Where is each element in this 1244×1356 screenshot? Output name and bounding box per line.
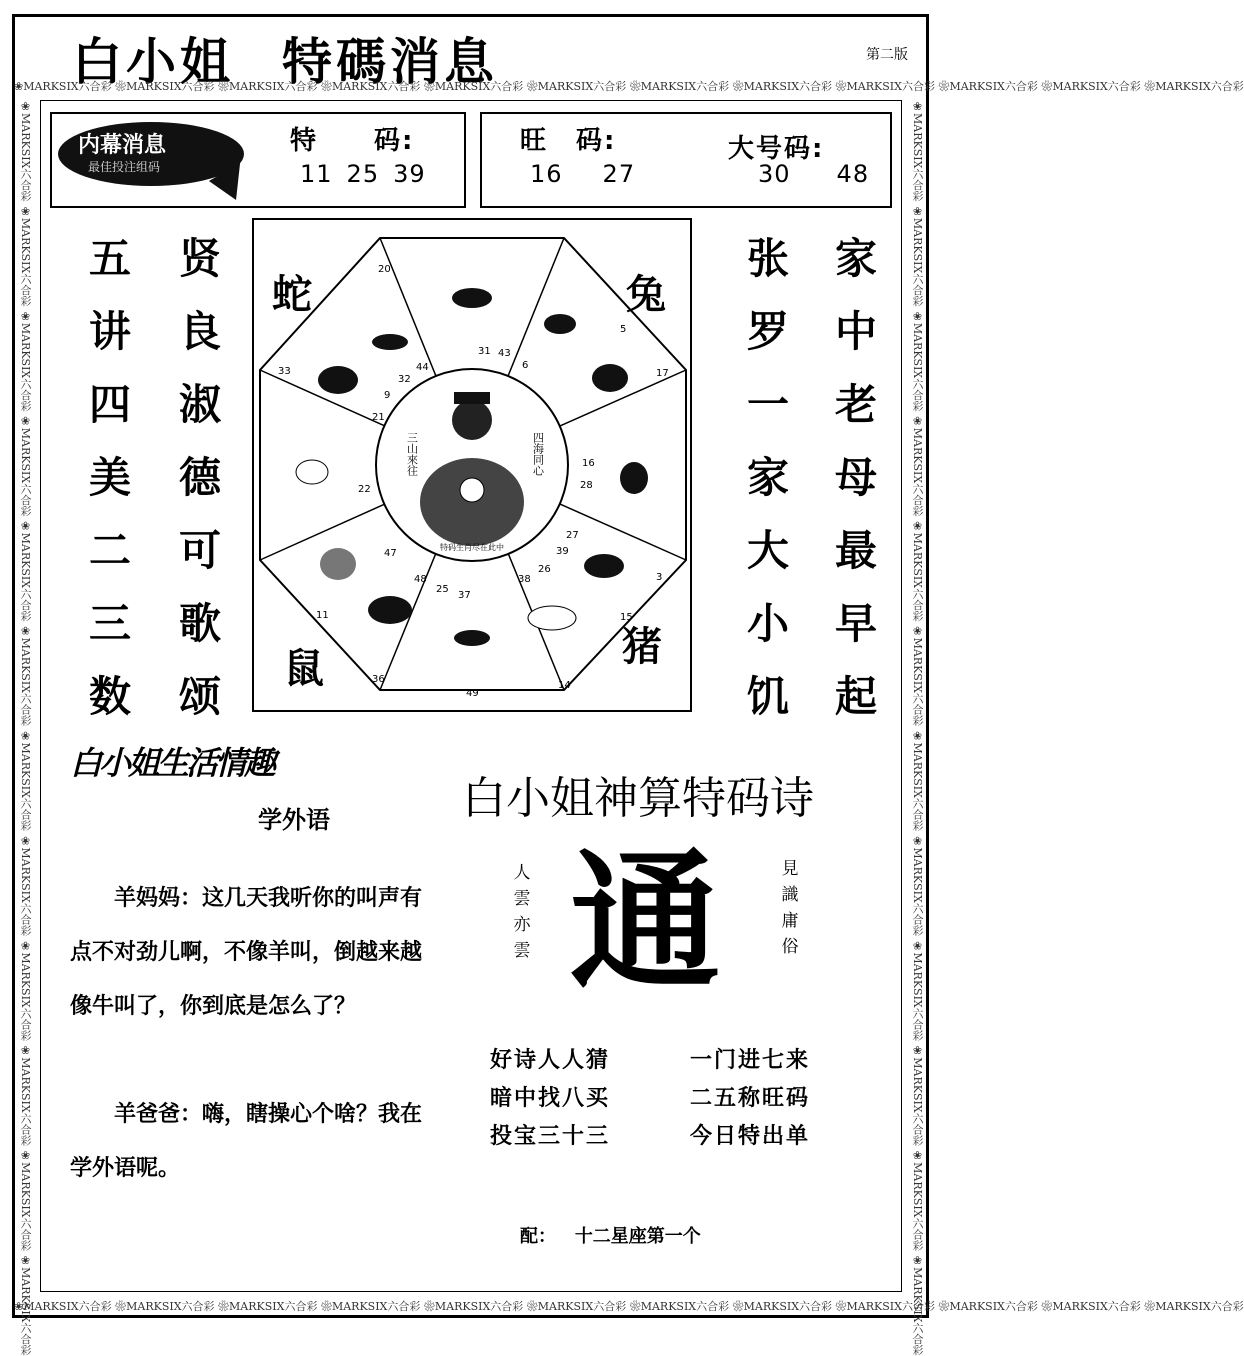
right-char: 中 <box>834 307 877 356</box>
special-number: 25 <box>346 160 380 188</box>
wheel-number: 14 <box>558 680 571 691</box>
horse-icon <box>452 288 492 308</box>
side-char: 人 <box>513 863 531 883</box>
watermark-strip-left <box>14 100 36 1356</box>
poem-line: 今日特出单 <box>690 1124 811 1149</box>
side-char: 識 <box>781 885 799 905</box>
insider-title: 内幕消息 <box>78 133 167 158</box>
right-char: 最 <box>834 526 877 575</box>
big-number-label: 大号码: <box>728 134 825 164</box>
rabbit-icon <box>296 460 328 484</box>
zodiac-wheel <box>254 220 690 710</box>
tiger-icon <box>320 548 356 580</box>
wheel-number: 47 <box>384 548 397 559</box>
poem-line: 一门进七来 <box>690 1048 811 1073</box>
title-left: 白小姐 <box>72 33 234 91</box>
right-char: 饥 <box>746 672 789 721</box>
right-char: 一 <box>746 380 789 429</box>
left-char: 四 <box>88 380 131 429</box>
right-column-2 <box>826 222 886 733</box>
story-paragraph-2: 羊爸爸：嗨，瞎操心个啥？我在学外语呢。 <box>70 1102 423 1181</box>
watermark-text: ❀MARKSIX六合彩 ❀MARKSIX六合彩 ❀MARKSIX六合彩 ❀MARKSIX六合彩 ❀MARKSIX六合彩 ❀MARKSIX六合彩 ❀MARKSIX六合彩 ❀MARKSIX六合彩 ❀MARKSIX六合彩 ❀MARKSIX六合彩 ❀MARKSIX六合彩 ❀MARKSIX六合彩 <box>911 100 924 1356</box>
insider-subtitle: 最佳投注组码 <box>88 160 161 174</box>
corner-char-rabbit: 兔 <box>626 272 666 318</box>
lucky-number: 27 <box>602 160 636 188</box>
left-char: 数 <box>88 672 131 721</box>
special-number: 11 <box>300 160 333 188</box>
right-char: 大 <box>746 526 789 575</box>
lucky-code-label: 旺 码: <box>520 126 617 156</box>
wheel-number: 11 <box>316 610 329 621</box>
wheel-number: 9 <box>384 390 391 401</box>
wheel-number: 38 <box>518 574 531 585</box>
wheel-number: 27 <box>566 530 579 541</box>
left-char: 讲 <box>88 307 131 356</box>
wheel-number: 48 <box>414 574 427 585</box>
dog-icon <box>584 554 624 578</box>
wheel-number: 31 <box>478 346 491 357</box>
right-char: 家 <box>746 453 789 502</box>
wheel-number: 17 <box>656 368 669 379</box>
poem-lines-left <box>490 1042 610 1156</box>
poem-big-char: 通 <box>570 834 721 1010</box>
watermark-strip-bottom <box>14 1298 1244 1316</box>
edition-label: 第二版 <box>866 47 908 63</box>
right-char: 母 <box>834 453 877 502</box>
wheel-number: 49 <box>466 688 479 699</box>
wheel-number: 43 <box>498 348 511 359</box>
left-char: 三 <box>88 599 131 648</box>
pig-icon <box>528 606 576 630</box>
wheel-center-left: 三山來往 <box>405 432 419 476</box>
sheep-icon <box>544 314 576 334</box>
left-column-2 <box>170 222 230 733</box>
wheel-number: 39 <box>556 546 569 557</box>
wheel-number: 20 <box>378 264 391 275</box>
corner-char-rat: 鼠 <box>284 646 324 692</box>
side-char: 庸 <box>781 911 799 931</box>
poem-line: 暗中找八买 <box>490 1086 611 1111</box>
wheel-number: 36 <box>372 674 385 685</box>
left-char: 五 <box>88 234 131 283</box>
right-char: 家 <box>834 234 877 283</box>
wheel-number: 32 <box>398 374 411 385</box>
right-char: 老 <box>834 380 877 429</box>
title-right: 特碼消息 <box>282 33 498 91</box>
story-paragraph-1: 羊妈妈：这几天我听你的叫声有点不对劲儿啊，不像羊叫，倒越来越像牛叫了，你到底是怎么了？ <box>70 886 423 1019</box>
left-char: 歌 <box>178 599 221 648</box>
poem-lines-right <box>690 1042 810 1156</box>
left-char: 德 <box>178 453 221 502</box>
zodiac-wheel-box <box>252 218 692 712</box>
left-char: 颂 <box>178 672 221 721</box>
special-code-label: 特 码: <box>290 126 415 156</box>
poem-side-left <box>510 860 534 964</box>
side-char: 雲 <box>513 941 531 961</box>
poem-title: 白小姐神算特码诗 <box>462 773 814 824</box>
left-char: 美 <box>88 453 131 502</box>
wheel-number: 3 <box>656 572 663 583</box>
watermark-strip-top <box>14 78 1244 96</box>
wheel-number: 33 <box>278 366 291 377</box>
watermark-strip-right <box>906 100 928 1356</box>
wheel-number: 21 <box>372 412 385 423</box>
special-code-numbers <box>300 160 440 188</box>
side-char: 俗 <box>781 937 799 957</box>
big-number-numbers <box>758 160 883 188</box>
side-char: 雲 <box>513 889 531 909</box>
poem-line: 投宝三十三 <box>490 1124 611 1149</box>
wheel-number: 26 <box>538 564 551 575</box>
wheel-number: 5 <box>620 324 627 335</box>
lucky-number: 16 <box>530 160 563 188</box>
right-char: 罗 <box>746 307 789 356</box>
rat-icon <box>454 630 490 646</box>
right-char: 早 <box>834 599 877 648</box>
big-number: 30 <box>758 160 791 188</box>
story-title: 学外语 <box>258 806 330 834</box>
dragon-icon <box>318 366 358 394</box>
right-column-1 <box>738 222 798 733</box>
wheel-center-right: 四海同心 <box>531 432 545 476</box>
special-number: 39 <box>393 160 426 188</box>
watermark-text: ❀MARKSIX六合彩 ❀MARKSIX六合彩 ❀MARKSIX六合彩 ❀MARKSIX六合彩 ❀MARKSIX六合彩 ❀MARKSIX六合彩 ❀MARKSIX六合彩 ❀MARKSIX六合彩 ❀MARKSIX六合彩 ❀MARKSIX六合彩 ❀MARKSIX六合彩 ❀MARKSIX六合彩 <box>14 80 1244 93</box>
monkey-icon <box>592 364 628 392</box>
left-char: 贤 <box>178 234 221 283</box>
wheel-number: 25 <box>436 584 449 595</box>
note-label: 配： <box>520 1226 556 1247</box>
note-text: 十二星座第一个 <box>574 1226 701 1247</box>
life-section-title: 白小姐生活情趣 <box>70 744 274 782</box>
lucky-code-numbers <box>530 160 649 188</box>
wheel-number: 22 <box>358 484 371 495</box>
wheel-number: 28 <box>580 480 593 491</box>
right-char: 张 <box>746 234 789 283</box>
side-char: 見 <box>781 859 799 879</box>
left-column-1 <box>80 222 140 733</box>
wheel-number: 15 <box>620 612 633 623</box>
snake-icon <box>372 334 408 350</box>
left-char: 可 <box>178 526 221 575</box>
poem-side-right <box>778 856 802 960</box>
rooster-icon <box>620 462 648 494</box>
watermark-text: ❀MARKSIX六合彩 ❀MARKSIX六合彩 ❀MARKSIX六合彩 ❀MARKSIX六合彩 ❀MARKSIX六合彩 ❀MARKSIX六合彩 ❀MARKSIX六合彩 ❀MARKSIX六合彩 ❀MARKSIX六合彩 ❀MARKSIX六合彩 ❀MARKSIX六合彩 ❀MARKSIX六合彩 <box>19 100 32 1356</box>
wheel-number: 44 <box>416 362 429 373</box>
watermark-text: ❀MARKSIX六合彩 ❀MARKSIX六合彩 ❀MARKSIX六合彩 ❀MARKSIX六合彩 ❀MARKSIX六合彩 ❀MARKSIX六合彩 ❀MARKSIX六合彩 ❀MARKSIX六合彩 ❀MARKSIX六合彩 ❀MARKSIX六合彩 ❀MARKSIX六合彩 ❀MARKSIX六合彩 <box>14 1300 1244 1313</box>
poem-line: 二五称旺码 <box>690 1086 811 1111</box>
ox-icon <box>368 596 412 624</box>
wheel-number: 37 <box>458 590 471 601</box>
wheel-number: 16 <box>582 458 595 469</box>
corner-char-pig: 猪 <box>622 624 662 670</box>
left-char: 淑 <box>178 380 221 429</box>
big-number: 48 <box>836 160 870 188</box>
poem-line: 好诗人人猜 <box>490 1048 611 1073</box>
left-char: 良 <box>178 307 221 356</box>
corner-char-snake: 蛇 <box>272 272 312 318</box>
wheel-center-caption: 特码生肖尽在此中 <box>440 543 504 552</box>
left-char: 二 <box>88 526 131 575</box>
side-char: 亦 <box>513 915 531 935</box>
poem-note <box>520 1222 701 1248</box>
right-char: 小 <box>746 599 789 648</box>
wheel-number: 6 <box>522 360 529 371</box>
right-char: 起 <box>834 672 877 721</box>
